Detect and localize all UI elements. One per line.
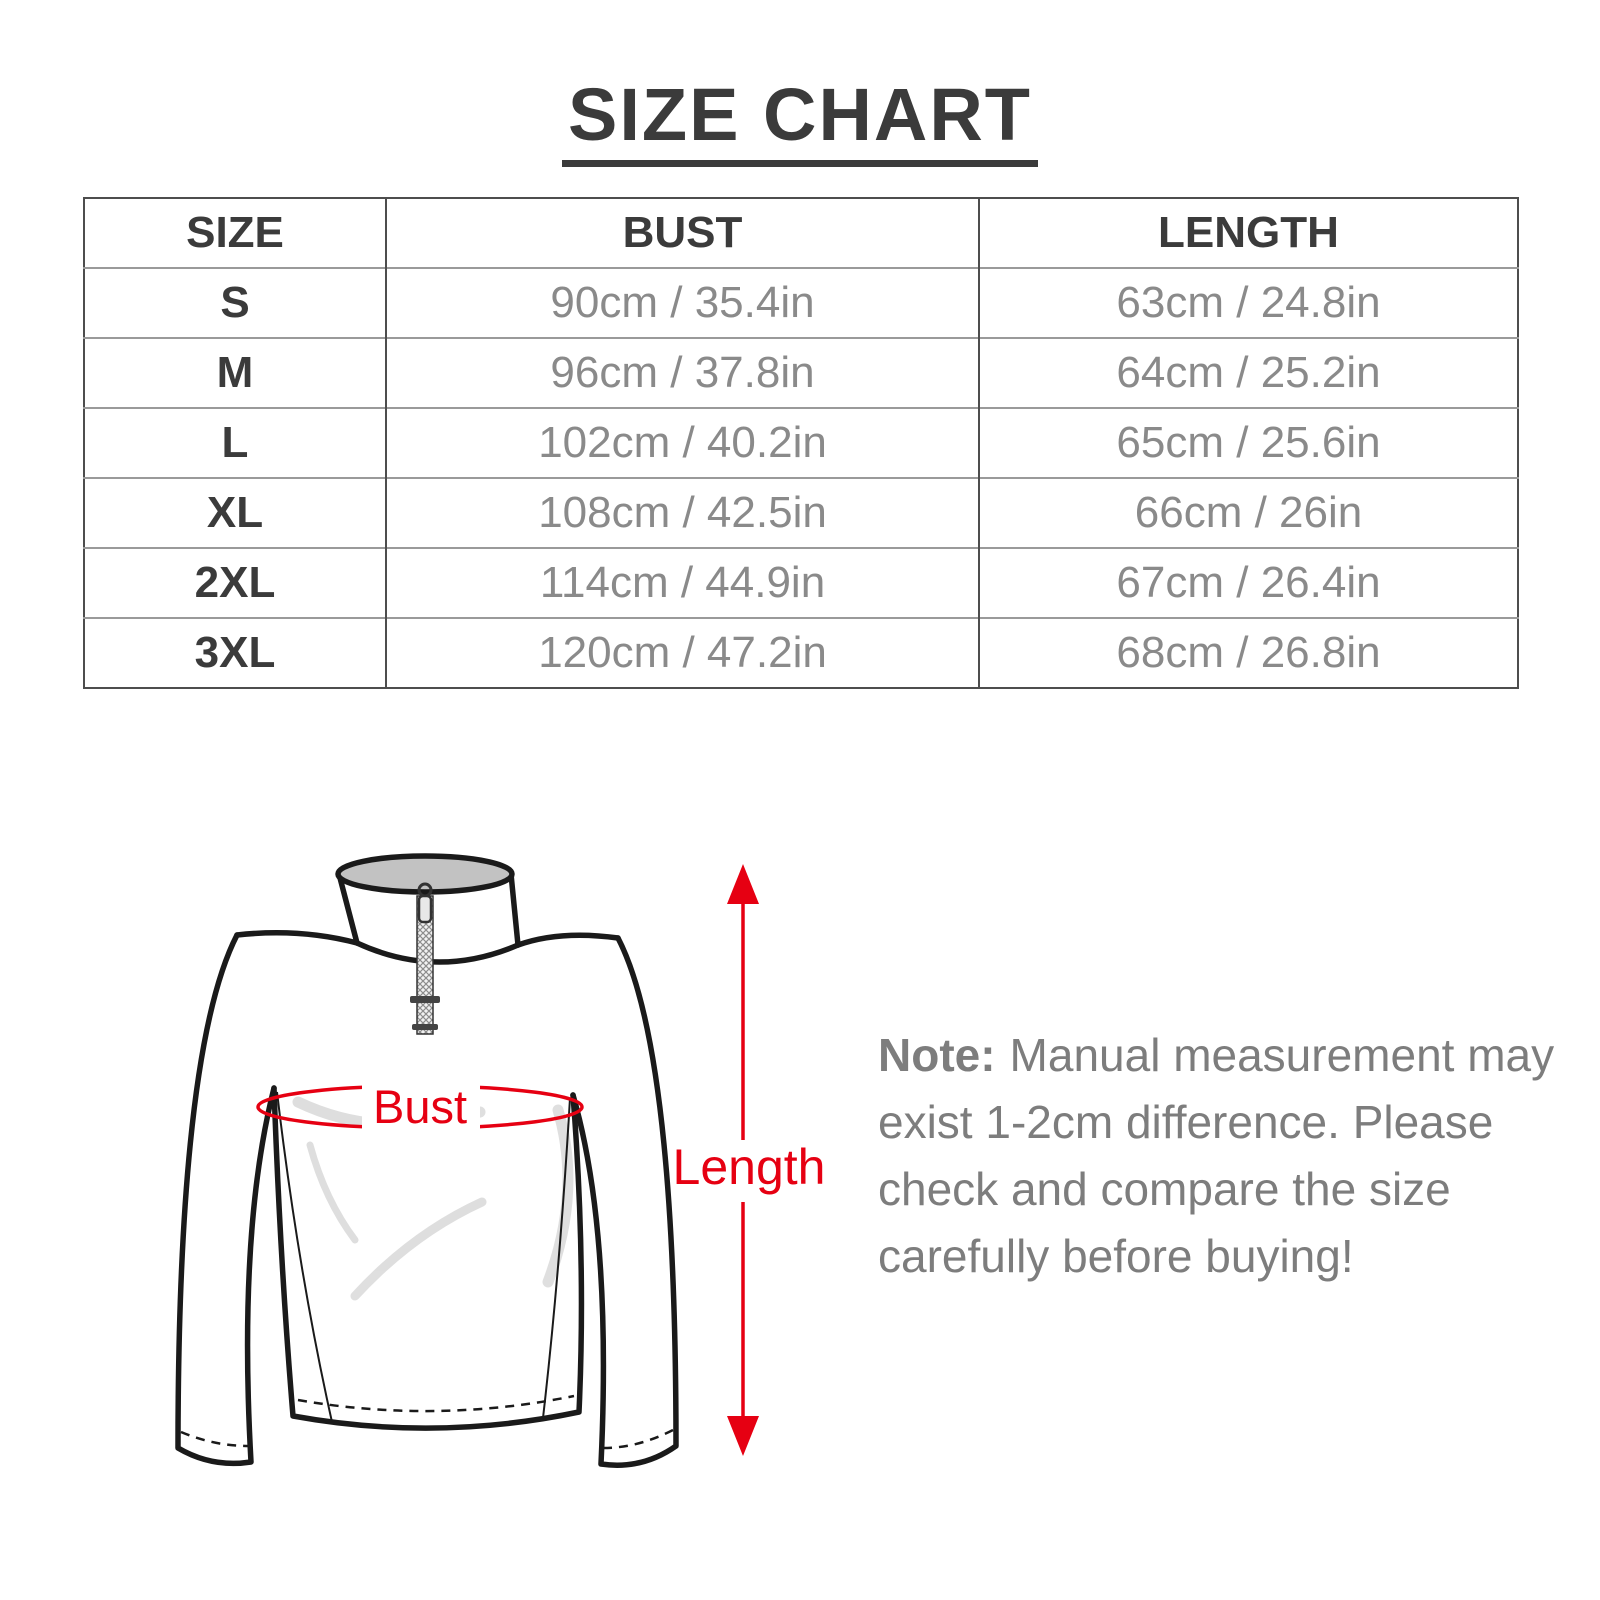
measurement-note [878, 1022, 1555, 1290]
size-chart-table [83, 197, 1519, 689]
stitch-lines [181, 1396, 673, 1448]
table-row [84, 268, 1518, 338]
length-value: 63cm / 24.8in [979, 268, 1518, 338]
seam-lines [277, 1092, 570, 1422]
note-line: carefully before buying! [878, 1230, 1354, 1282]
arrow-down-icon [727, 1416, 759, 1456]
garment-diagram [150, 810, 850, 1490]
page-title-row [0, 73, 1600, 167]
length-value: 67cm / 26.4in [979, 548, 1518, 618]
table-row [84, 408, 1518, 478]
length-value: 68cm / 26.8in [979, 618, 1518, 688]
bust-value: 120cm / 47.2in [386, 618, 979, 688]
collar-opening [338, 856, 512, 892]
table-header-row [84, 198, 1518, 268]
bust-value: 114cm / 44.9in [386, 548, 979, 618]
table-row [84, 548, 1518, 618]
table-row [84, 478, 1518, 548]
size-value: 3XL [84, 618, 386, 688]
note-line [878, 1022, 1555, 1089]
bust-value: 108cm / 42.5in [386, 478, 979, 548]
size-value: XL [84, 478, 386, 548]
bust-value: 96cm / 37.8in [386, 338, 979, 408]
note-text: Manual measurement may [1009, 1029, 1555, 1081]
size-value: S [84, 268, 386, 338]
note-line: check and compare the size [878, 1163, 1451, 1215]
bust-value: 102cm / 40.2in [386, 408, 979, 478]
table-row [84, 338, 1518, 408]
length-value: 64cm / 25.2in [979, 338, 1518, 408]
size-value: M [84, 338, 386, 408]
size-value: L [84, 408, 386, 478]
column-header-length: LENGTH [979, 198, 1518, 268]
table-row [84, 618, 1518, 688]
length-value: 65cm / 25.6in [979, 408, 1518, 478]
length-value: 66cm / 26in [979, 478, 1518, 548]
column-header-bust: BUST [386, 198, 979, 268]
note-line: exist 1-2cm difference. Please [878, 1096, 1494, 1148]
column-header-size: SIZE [186, 208, 284, 257]
note-label: Note: [878, 1029, 996, 1081]
size-value: 2XL [84, 548, 386, 618]
bust-label: Bust [372, 1080, 468, 1133]
length-arrow [673, 864, 826, 1456]
arrow-up-icon [727, 864, 759, 904]
bust-value: 90cm / 35.4in [386, 268, 979, 338]
page-title: SIZE CHART [562, 78, 1038, 167]
length-label: Length [672, 1139, 826, 1195]
